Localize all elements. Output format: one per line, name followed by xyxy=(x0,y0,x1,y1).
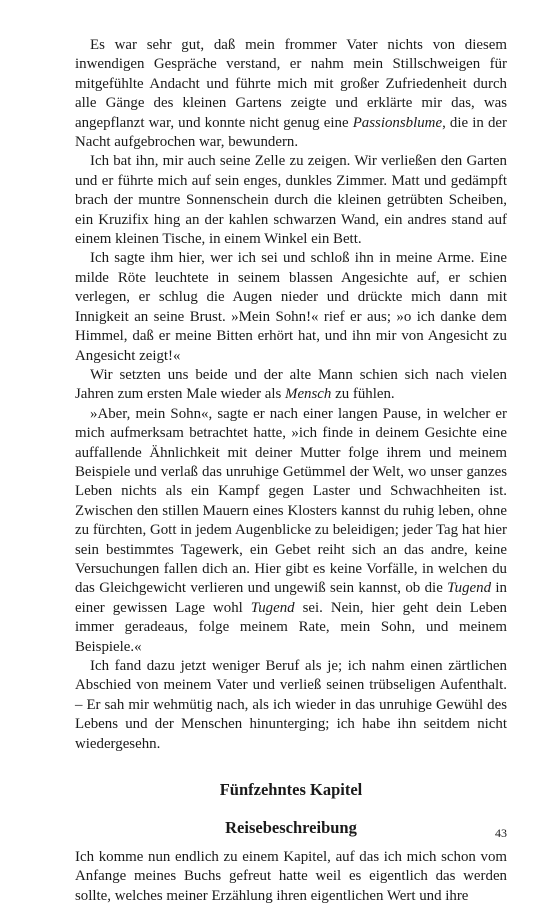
paragraph-text: Ich bat ihn, mir auch seine Zelle zu zeigen. Wir verließen den Garten und er führte mich auf sein enges, dunkles Zimmer. Matt und gedämpft brach der muntre Sonnenschein durch die kleinen getrübten Scheiben, ein Kruzifix hing an der kahlen schwarzen Wand, ein andres stand auf einem kleinen Tische, in einem Winkel ein Bett. xyxy=(75,153,507,248)
paragraph-text: Es war sehr gut, daß mein frommer Vater nichts von diesem inwendigen Gespräche verstand, er nahm mein Stillschweigen für mitgefühlte Andacht und führte mich mit großer Zufriedenheit durch alle Gänge des kleinen Gartens zeigte und erklärte mir das, was angepflanzt war, und konnte nicht genug eine xyxy=(75,37,507,131)
chapter-subheading: Reisebeschreibung xyxy=(225,818,357,838)
emphasized-text: Mensch xyxy=(285,386,332,403)
chapter-heading: Fünfzehntes Kapitel xyxy=(219,780,363,800)
emphasized-text: Tugend xyxy=(250,599,295,616)
paragraph-text: Wir setzten uns beide und der alte Mann schien sich nach vielen Jahren zum ersten Male wieder als xyxy=(75,366,507,403)
emphasized-text: Tugend xyxy=(447,580,492,597)
paragraph-text: , die in der Nacht aufgebrochen war, bewundern. xyxy=(75,114,507,151)
paragraph-text: Ich sagte ihm hier, wer ich sei und schloß ihn in meine Arme. Eine milde Röte leuchtete in seinem blassen Angesichte auf, er schien verlegen, er schlug die Augen nieder und drückte mich dann mit Innigkeit an seine Brust. »Mein Sohn!« rief er aus; »o ich danke dem Himmel, daß er meine Bitten erhört hat, und ihn mir von Angesicht zu Angesicht zeigt!« xyxy=(75,250,507,364)
paragraph xyxy=(75,36,507,152)
paragraph-text: in einer gewissen Lage wohl xyxy=(75,580,507,616)
paragraph-text: Ich fand dazu jetzt weniger Beruf als je; ich nahm einen zärtlichen Abschied von meinem Vater und verließ seinen trübseligen Aufenthalt. – Er sah mir wehmütig nach, als ich wieder in das unruhige Gewühl des Lebens und der Menschen hinunterging; ich habe ihn seitdem nicht wiedergesehn. xyxy=(75,658,507,752)
page-body xyxy=(75,36,507,906)
closing-paragraph: Ich komme nun endlich zu einem Kapitel, auf das ich mich schon vom Anfange meines Buchs gefreut hatte weil es eigentlich das werden sollte, welches meiner Erzählung ihren eigentlichen Wert und ihre xyxy=(75,849,507,904)
paragraph xyxy=(75,657,507,754)
emphasized-text: Passionsblume xyxy=(352,114,443,131)
paragraph-text: zu fühlen. xyxy=(331,386,395,403)
page-number: 43 xyxy=(495,826,507,840)
paragraph xyxy=(75,152,507,249)
paragraph-list xyxy=(75,36,507,754)
paragraph xyxy=(75,249,507,365)
paragraph-text: sei. Nein, hier geht dein Leben immer geradeaus, folge meinem Rate, mein Sohn, und meinem Beispiele.« xyxy=(75,599,507,655)
paragraph xyxy=(75,405,507,657)
paragraph-text: »Aber, mein Sohn«, sagte er nach einer langen Pause, in welcher er mich aufmerksam betrachtet hatte, »ich finde in deinem Gesichte eine auffallende Ähnlichkeit mit deiner Mutter folge ihrem und meinem Beispiele und verlaß das unruhige Getümmel der Welt, wo unser ganzes Leben nichts als ein Kampf gegen Laster und Schwachheiten ist. Zwischen den stillen Mauern eines Klosters kannst du ruhig leben, ohne zu fürchten, Gott in jedem Augenblicke zu beleidigen; jeder Tag hat hier sein bestimmtes Tagewerk, ein Gebet reiht sich an das andre, keine Versuchungen fallen dich an. Hier gibt es keine Vorfälle, in welchen du das Gleichgewicht verlieren und ungewiß sein kannst, ob die xyxy=(75,405,507,597)
paragraph xyxy=(75,366,507,405)
